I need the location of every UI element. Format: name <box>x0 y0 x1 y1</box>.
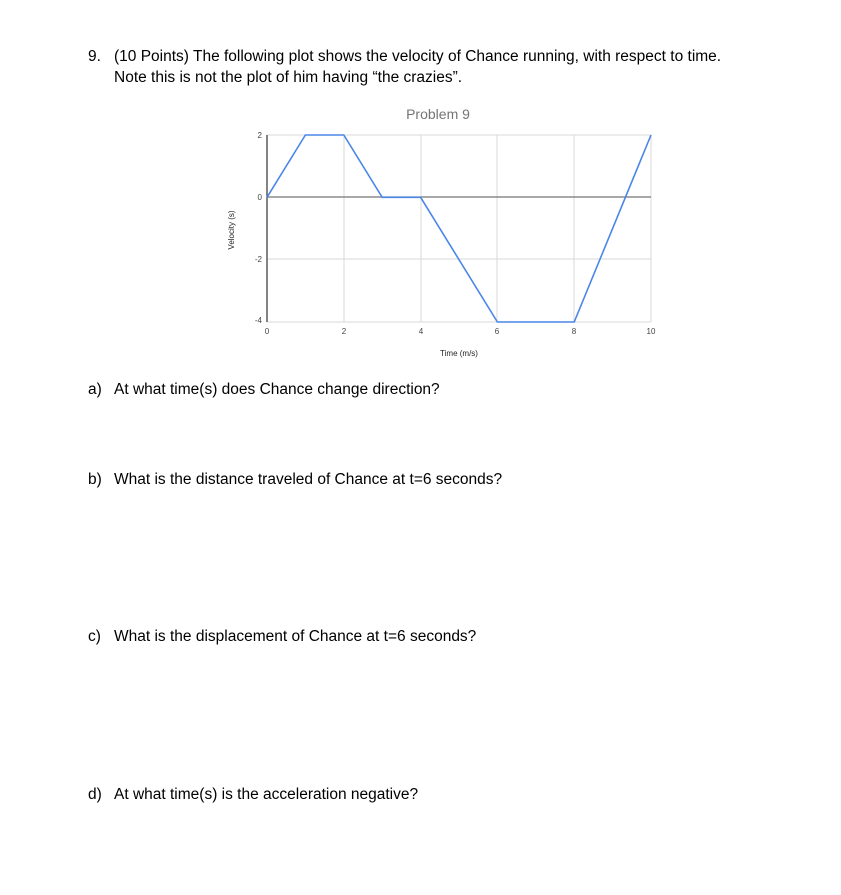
y-tick-label: -4 <box>254 316 262 325</box>
x-tick-label: 0 <box>264 327 270 336</box>
y-tick-label: 2 <box>257 131 262 140</box>
y-tick-label: 0 <box>257 193 262 202</box>
question-line-2: Note this is not the plot of him having “the crazies”. <box>114 69 463 86</box>
subquestion-text: At what time(s) is the acceleration negative? <box>114 786 419 803</box>
y-tick-label: -2 <box>254 255 262 264</box>
subquestion-label: b) <box>88 471 102 488</box>
subquestion-label: a) <box>88 381 102 398</box>
velocity-chart <box>200 95 680 370</box>
x-axis-title: Time (m/s) <box>440 349 478 358</box>
x-tick-labels <box>265 327 656 336</box>
subquestion-label: d) <box>88 786 102 803</box>
chart-svg <box>200 95 680 370</box>
subquestion-text: What is the distance traveled of Chance at t=6 seconds? <box>114 471 503 488</box>
gridlines <box>267 135 651 322</box>
subquestion-text: At what time(s) does Chance change direction? <box>114 381 440 398</box>
question-number: 9. <box>88 48 101 65</box>
velocity-series-line <box>267 135 651 322</box>
y-tick-labels <box>255 131 263 325</box>
question-prompt <box>114 46 814 88</box>
subquestion-label: c) <box>88 628 101 645</box>
x-tick-label: 4 <box>418 327 424 336</box>
subquestion-text: What is the displacement of Chance at t=6 seconds? <box>114 628 477 645</box>
x-tick-label: 6 <box>494 327 500 336</box>
x-tick-label: 2 <box>341 327 347 336</box>
x-tick-label: 8 <box>571 327 577 336</box>
x-tick-label: 10 <box>646 327 656 336</box>
chart-title: Problem 9 <box>406 106 470 122</box>
question-line-1: (10 Points) The following plot shows the velocity of Chance running, with respect to time. <box>114 48 722 65</box>
y-axis-title: Velocity (s) <box>227 210 236 250</box>
